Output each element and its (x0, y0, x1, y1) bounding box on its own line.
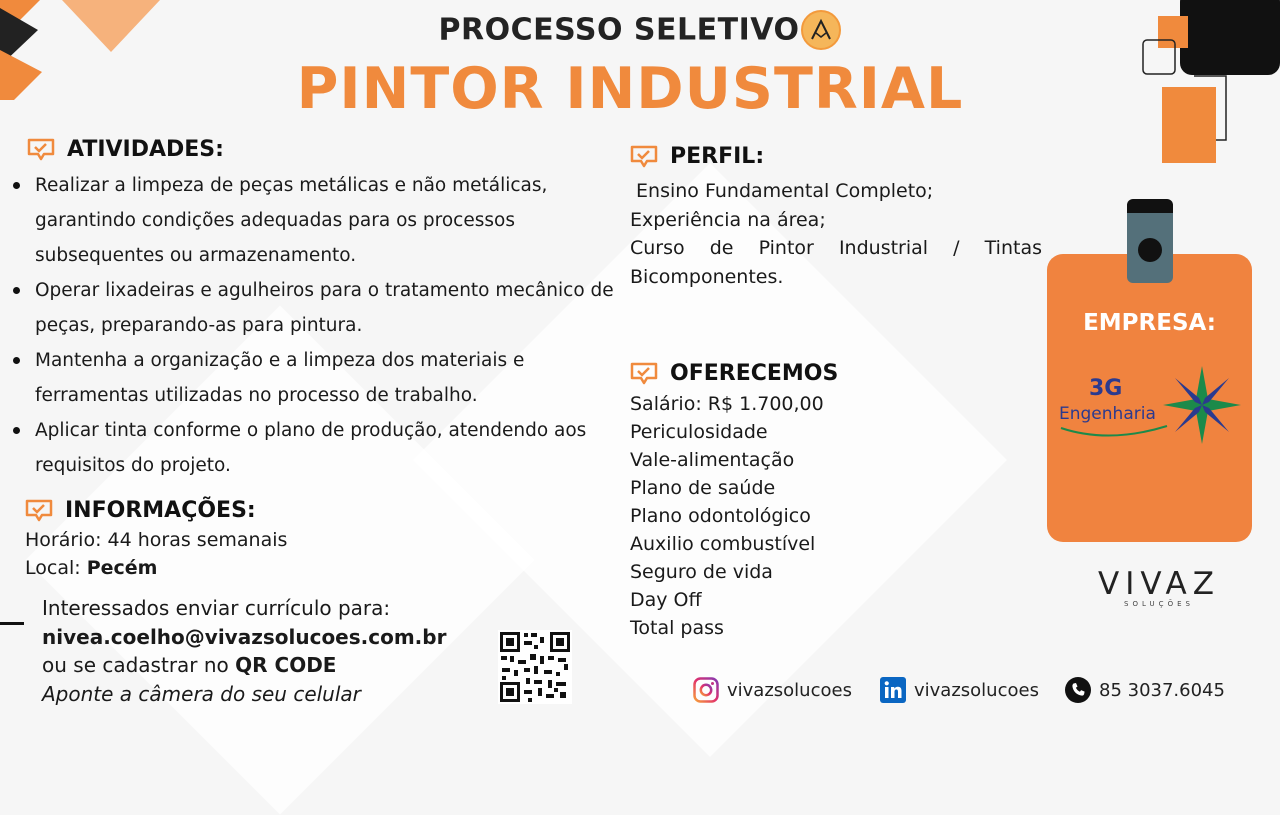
contact-camera-hint: Aponte a câmera do seu celular (42, 681, 361, 706)
instagram-icon (693, 677, 719, 703)
local-label: Local: (25, 557, 87, 579)
company-logo-name: Engenharia (1059, 404, 1156, 424)
contact-intro: Interessados enviar currículo para: (42, 596, 391, 620)
horario-text: Horário: 44 horas semanais (25, 529, 288, 551)
checklist-icon (27, 138, 55, 162)
list-item: Periculosidade (630, 421, 768, 443)
page-title: PINTOR INDUSTRIAL (296, 56, 964, 122)
instagram-link[interactable] (693, 677, 852, 703)
instagram-handle: vivazsolucoes (727, 679, 852, 701)
linkedin-icon (880, 677, 906, 703)
list-item: Operar lixadeiras e agulheiros para o tratamento mecânico de peças, preparando-as para pintura. (7, 273, 617, 343)
linkedin-handle: vivazsolucoes (914, 679, 1039, 701)
contact-block (42, 594, 446, 708)
vivaz-name: VIVAZ (1097, 566, 1221, 602)
header-subtitle (0, 10, 1280, 50)
atividades-list (7, 168, 617, 483)
perfil-title: PERFIL: (670, 144, 765, 169)
list-item: Plano de saúde (630, 477, 776, 499)
list-item: Plano odontológico (630, 505, 811, 527)
local-text (25, 554, 157, 582)
company-logo-3g: 3G (1089, 376, 1123, 401)
checklist-icon (25, 499, 53, 523)
phone-contact[interactable] (1065, 677, 1225, 703)
oferecemos-list (630, 390, 824, 642)
qr-code[interactable] (498, 630, 572, 704)
divider (0, 622, 24, 625)
perfil-line: Curso de Pintor Industrial / Tintas Bicomponentes. (630, 237, 1042, 288)
vivaz-logo (1094, 566, 1224, 608)
card-clip-hole (1138, 238, 1162, 262)
local-value: Pecém (86, 557, 158, 579)
list-item: Seguro de vida (630, 561, 773, 583)
perfil-line: Ensino Fundamental Completo; (630, 180, 934, 202)
vivaz-tagline: SOLUÇÕES (1124, 600, 1194, 608)
header-small-title: PROCESSO SELETIVO (438, 12, 800, 48)
informacoes-title-row (25, 498, 256, 523)
list-item: Mantenha a organização e a limpeza dos materiais e ferramentas utilizadas no processo de trabalho. (7, 343, 617, 413)
list-item: Day Off (630, 589, 702, 611)
oferecemos-title-row (630, 361, 838, 386)
contact-qr-line (42, 651, 446, 680)
checklist-icon (630, 362, 658, 386)
compass-icon (1159, 362, 1245, 448)
linkedin-link[interactable] (880, 677, 1039, 703)
list-item: Aplicar tinta conforme o plano de produção, atendendo aos requisitos do projeto. (7, 413, 617, 483)
company-logo (1059, 372, 1244, 450)
perfil-line: Experiência na área; (630, 208, 826, 231)
list-item: Vale-alimentação (630, 449, 795, 471)
contact-qr-bold: QR CODE (235, 653, 337, 677)
oferecemos-title: OFERECEMOS (670, 361, 839, 386)
informacoes-title: INFORMAÇÕES: (65, 498, 256, 523)
list-item: Auxilio combustível (630, 533, 816, 555)
perfil-text (630, 177, 1042, 291)
atividades-title: ATIVIDADES: (67, 137, 224, 162)
company-logo-swoosh (1059, 422, 1169, 444)
checklist-icon (630, 145, 658, 169)
contact-email[interactable]: nivea.coelho@vivazsolucoes.com.br (42, 624, 447, 649)
perfil-title-row (630, 144, 764, 169)
list-item: Realizar a limpeza de peças metálicas e não metálicas, garantindo condições adequadas para os processos subsequentes ou armazenamento. (7, 168, 617, 273)
phone-number: 85 3037.6045 (1099, 679, 1225, 701)
atividades-title-row (27, 137, 224, 162)
phone-icon (1065, 677, 1091, 703)
list-item: Salário: R$ 1.700,00 (630, 393, 824, 415)
list-item: Total pass (630, 617, 724, 639)
empresa-label: EMPRESA: (1083, 310, 1216, 336)
brand-logo-icon (801, 10, 841, 50)
contact-qr-prefix: ou se cadastrar no (42, 653, 236, 677)
